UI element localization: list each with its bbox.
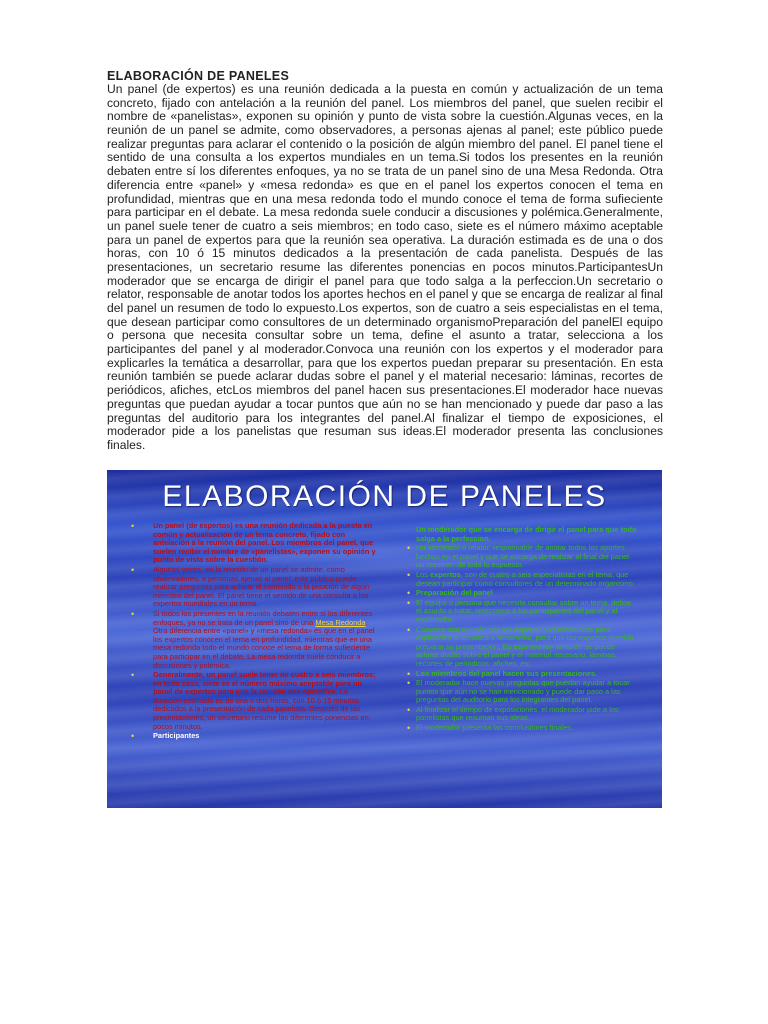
- slide-text: Un secretario o relator, responsable de anotar todos los aportes hechos en el panel y que se encarga de realizar al final del panel un resumen de todo lo expuesto.: [416, 543, 629, 570]
- slide-title: ELABORACIÓN DE PANELES: [162, 480, 607, 513]
- slide-text: , son de cuatro a seis especialistas en el tema, que desean participar como consultores de un determinado organismo: [416, 569, 633, 588]
- slide-text: Un moderador que se encarga de dirigir el panel para que todo salga a la perfeccion.: [416, 525, 637, 543]
- slide-text: Al finalizar el tiempo de exposiciones, el moderador pide a los panelistas que resuman sus ideas.: [416, 704, 619, 723]
- slide-text: Participantes: [153, 731, 200, 741]
- mesa-redonda-link[interactable]: Mesa Redonda: [315, 617, 366, 627]
- document-title: ELABORACIÓN DE PANELES: [107, 69, 290, 83]
- slide-text: Preparación del panel: [416, 588, 493, 598]
- list-item: [407, 626, 639, 669]
- slide-text: . Otra diferencia entre «panel» y «mesa redonda» es que en el panel los expertos conocen el tema en profundidad, mientras que en una mesa redonda todo el mundo conoce el tema de forma sufieciente para participar en el debate. La mesa redonda suele conducir a discusiones y polémica.: [153, 617, 375, 670]
- slide-text: El equipo o persona que necesita consultar sobre un tema, define el asunto a tratar, selecciona a los participantes del panel y al moderador.: [416, 597, 632, 624]
- list-item: [407, 571, 639, 588]
- document-body: Un panel (de expertos) es una reunión dedicada a la puesta en común y actualización de un tema concreto, fijado con antelación a la reunión del panel. Los miembros del panel, que suelen recibir el nombre de «panelistas», exponen su opinión y punto de vista sobre la cuestión.Algunas veces, en la reunión de un panel se admite, como observadores, a personas ajenas al panel; este público puede realizar preguntas para aclarar el contenido o la posición de algún miembro del panel. El panel tiene el sentido de una consulta a los expertos mundiales en un tema.Si todos los presentes en la reunión debaten entre sí los diferentes enfoques, ya no se trata de un panel sino de una Mesa Redonda. Otra diferencia entre «panel» y «mesa redonda» es que en el panel los expertos conocen el tema en profundidad, mientras que en una mesa redonda todo el mundo conoce el tema de forma sufieciente para participar en el debate. La mesa redonda suele conducir a discusiones y polémica.Generalmente, un panel suele tener de cuatro a seis miembros; en todo caso, siete es el número máximo aceptable para un panel de expertos para que la reunión sea operativa. La duración estimada es de una o dos horas, con 10 ó 15 minutos dedicados a la presentación de cada panelista. Después de las presentaciones, un secretario resume las diferentes ponencias en pocos minutos.ParticipantesUn moderador que se encarga de dirigir el panel para que todo salga a la perfeccion.Un secretario o relator, responsable de anotar todos los aportes hechos en el panel y que se encarga de realizar al final del panel un resumen de todo lo expuesto.Los expertos, son de cuatro a seis especialistas en el tema, que desean participar como consultores de un determinado organismoPreparación del panelEl equipo o persona que necesita consultar sobre un tema, define el asunto a tratar, selecciona a los participantes del panel y al moderador.Convoca una reunión con los expertos y el moderador para explicarles la temática a desarrollar, para que los expertos puedan preparar su presentación. En esta reunión también se puede aclarar dudas sobre el panel y el material necesario: láminas, recortes de periódicos, afiches, etcLos miembros del panel hacen sus presentaciones.El moderador hace nuevas preguntas que puedan ayudar a tocar puntos que aún no se han mencionado y puede dar paso a las preguntas del auditorio para los integrantes del panel.Al finalizar el tiempo de exposiciones, el moderador pide a los panelistas que resuman sus ideas.El moderador presenta las conclusiones finales.: [107, 82, 663, 452]
- slide-text: Generalmente, un panel suele tener de cuatro a seis miembros; en todo caso, siete es el número máximo aceptable para un panel de expertos para que la reunión sea operativa.: [153, 670, 376, 697]
- slide-left-column: [127, 522, 377, 742]
- slide-text: La duración estimada es de una o dos horas, con 10 ó 15 minutos dedicados a la presentación de cada panelista. Después de las presentaciones, un secretario resume las diferentes ponencias en pocos minutos.: [153, 687, 369, 731]
- list-item: [407, 589, 639, 598]
- slide-text: Un panel (de expertos): [153, 521, 233, 530]
- list-item: [127, 566, 377, 609]
- list-item: [127, 522, 377, 565]
- slide-text: El moderador presenta las conclusiones finales.: [416, 723, 573, 733]
- slide-text: es una reunión dedicada a la puesta en común y actualización de un tema concreto, fijado con antelación a la reunión del panel. Los miembros del panel, que suelen recibir el nombre de «panelistas», exponen su opinión y punto de vista sobre la cuestión.: [153, 521, 376, 565]
- slide-text: El moderador hace nuevas preguntas que puedan ayudar a tocar puntos que aún no se han mencionado y puede dar paso a las preguntas del auditorio para los integrantes del panel.: [416, 678, 630, 705]
- list-item: [127, 610, 377, 670]
- slide-right-column: [407, 526, 639, 734]
- slide-text: Algunas veces, en la reunión de un panel se admite, como observadores, a personas ajenas al panel; este público puede realizar preguntas para aclarar el contenido o la posición de algún miembro del panel. El panel tiene el sentido de una consulta a los expertos mundiales en un tema.: [153, 564, 370, 609]
- list-item: [407, 706, 639, 723]
- slide-text: Convoca una reunión con los expertos y el moderador para explicarles la temática a desarrollar, para que los expertos puedan preparar su presentación. En esta reunión también se puede aclarar dudas sobre el panel y el material necesario: láminas, recortes de periódicos, afiches, etc: [416, 624, 634, 668]
- list-item: [407, 724, 639, 733]
- slide-text: Los: [416, 569, 430, 579]
- list-item: [407, 526, 639, 543]
- list-item: [407, 544, 639, 570]
- list-item: [407, 599, 639, 625]
- list-item: [127, 671, 377, 731]
- slide-text: expertos: [429, 569, 461, 579]
- slide-text: Si todos los presentes en la reunión debaten entre sí los diferentes enfoques, ya no se trata de un panel sino de una: [153, 608, 372, 627]
- list-item: [407, 679, 639, 705]
- list-item: [127, 732, 377, 741]
- list-item: [407, 670, 639, 679]
- slide-text: Los miembros del panel hacen sus presentaciones.: [416, 668, 598, 678]
- slide-image: [107, 470, 662, 808]
